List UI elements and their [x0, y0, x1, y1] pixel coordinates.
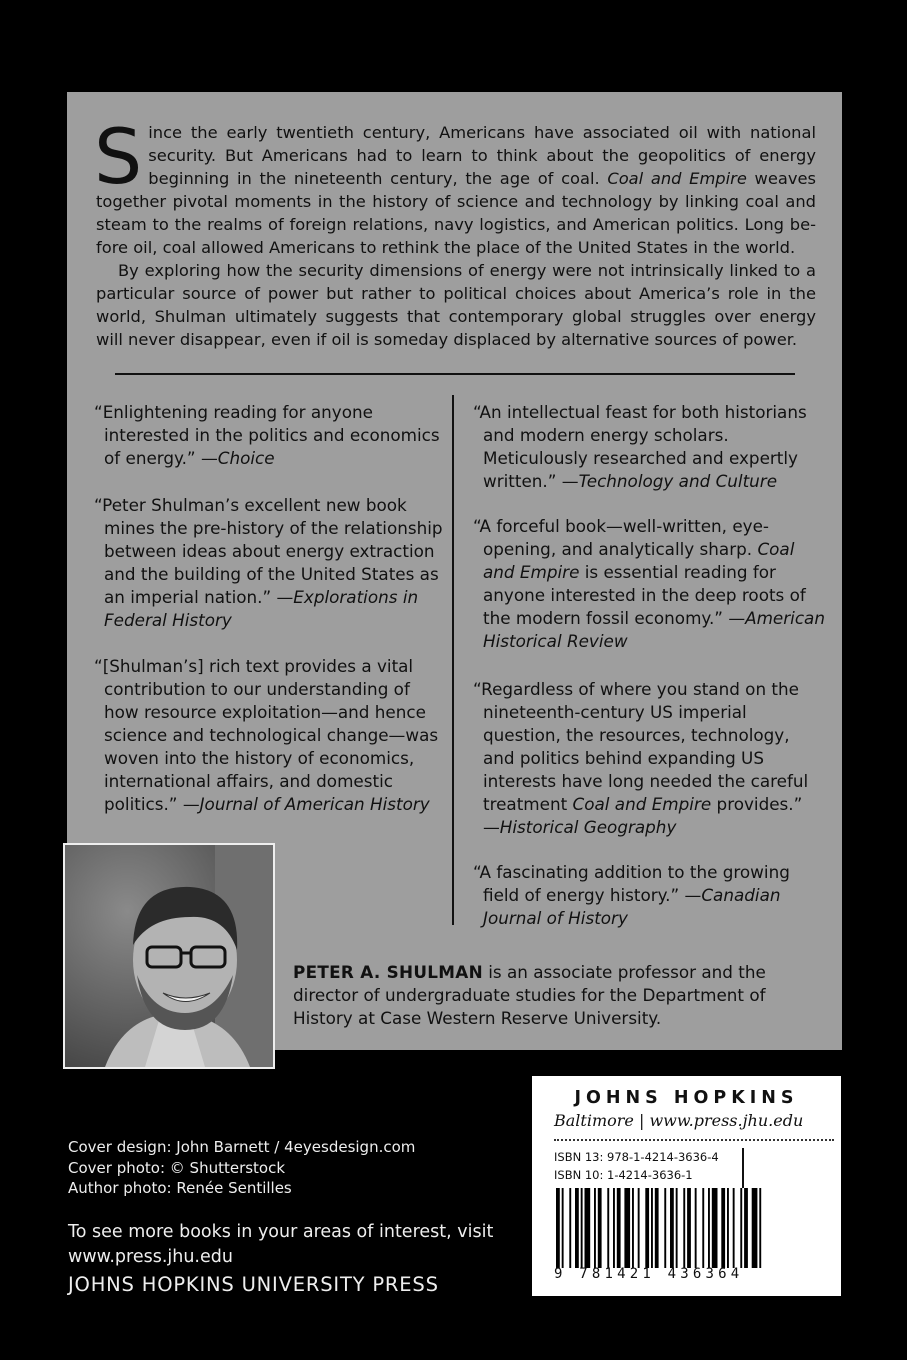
- barcode-bar: [607, 1188, 609, 1268]
- author-name: PETER A. SHULMAN: [293, 962, 483, 982]
- barcode-bar: [721, 1188, 725, 1268]
- barcode-bar: [581, 1188, 583, 1268]
- review-quote: “A forceful book—well-written, eye-opening, and analytically sharp. Coal and Empire is essential reading for anyone interested in the deep roots of the modern fossil economy.” —American Historical Review: [473, 516, 825, 651]
- barcode-bar: [594, 1188, 596, 1268]
- barcode-bar: [708, 1188, 710, 1268]
- barcode-bar: [556, 1188, 560, 1268]
- barcode-bar: [727, 1188, 729, 1268]
- barcode-bar: [712, 1188, 718, 1268]
- book-description: [94, 112, 816, 351]
- description-text: weaves together pivotal moments in the history of science and technology by linking coal and steam to the realms of foreign relations, navy logistics, and American politics. Long before oil, coal allowed Americans to rethink the place of the United States in the world.: [96, 169, 816, 257]
- review-quote: “[Shulman’s] rich text provides a vital contribution to our understanding of how resource exploitation—and hence science and technological change—was woven into the history of economics, international affairs, and domestic politics.” —Journal of American History: [94, 656, 439, 814]
- barcode-bar: [651, 1188, 653, 1268]
- imprint-name: JOHNS HOPKINS: [574, 1088, 799, 1108]
- column-divider: [452, 395, 454, 925]
- cover-design-credit: Cover design: John Barnett / 4eyesdesign.com: [68, 1138, 416, 1156]
- barcode-bar: [759, 1188, 761, 1268]
- imprint-box: [532, 1076, 841, 1296]
- review-source: Technology and Culture: [578, 471, 778, 491]
- review-source: Canadian Journal of History: [483, 885, 781, 928]
- more-books-text: To see more books in your areas of interest, visit: [68, 1222, 494, 1242]
- barcode-bar: [740, 1188, 742, 1268]
- isbn-13: ISBN 13: 978-1-4214-3636-4: [554, 1150, 719, 1164]
- review-source: Explorations in Federal History: [104, 587, 419, 630]
- cover-photo-credit: Cover photo: © Shutterstock: [68, 1158, 286, 1177]
- book-title: Coal and Empire: [607, 169, 747, 188]
- review-quote: “Regardless of where you stand on the nineteenth-century US imperial question, the resources, technology, and politics behind expanding US interests have long needed the careful treatment Coal and Empire provides.” —Historical Geography: [473, 679, 809, 837]
- dotted-divider: [554, 1139, 834, 1141]
- publisher-name: JOHNS HOPKINS UNIVERSITY PRESS: [68, 1273, 439, 1296]
- barcode-bar: [632, 1188, 634, 1268]
- barcode-bar: [585, 1188, 591, 1268]
- drop-cap: S: [94, 112, 143, 201]
- author-photo: [63, 843, 275, 1069]
- more-books: [68, 1220, 493, 1270]
- barcode-bar: [624, 1188, 630, 1268]
- barcode-bar: [752, 1188, 758, 1268]
- barcode-bar: [744, 1188, 748, 1268]
- barcode-bar: [702, 1188, 704, 1268]
- review-quote: “A fascinating addition to the growing field of energy history.” —Canadian Journal of History: [473, 862, 790, 928]
- review-quote: “Enlightening reading for anyone interested in the politics and economics of energy.” —Choice: [94, 402, 440, 468]
- barcode-bar: [676, 1188, 678, 1268]
- description-paragraph-2: By exploring how the security dimensions of energy were not intrinsically linked to a particular source of power but rather to political choices about America’s role in the world, Shulman ultimately suggests that contemporary global struggles over energy will never disappear, even if oil is someday displaced by alternative sources of power.: [96, 261, 816, 349]
- barcode-bar: [598, 1188, 602, 1268]
- barcode-bar: [695, 1188, 697, 1268]
- barcode-bar: [683, 1188, 685, 1268]
- barcode-bar: [687, 1188, 691, 1268]
- author-photo-credit: Author photo: Renée Sentilles: [68, 1179, 292, 1197]
- description-text: ince the early twentieth century, Americans have associated oil with national security. But Americans had to learn to think about the geopolitics of energy beginning in the nineteenth century, the age of coal.: [148, 123, 816, 188]
- review-quote: “An intellectual feast for both historians and modern energy scholars. Meticulously researched and expertly written.” —Technology and Culture: [473, 402, 807, 491]
- barcode-digits: 9 781421 436364: [554, 1266, 744, 1282]
- review-source: Journal of American History: [199, 794, 430, 814]
- barcode-bar: [613, 1188, 615, 1268]
- barcode-bar: [664, 1188, 666, 1268]
- isbn-10: ISBN 10: 1-4214-3636-1: [554, 1168, 693, 1182]
- isbn-divider: [742, 1148, 744, 1188]
- review-source: Historical Geography: [499, 817, 677, 837]
- barcode-bar: [645, 1188, 649, 1268]
- credits: [68, 1137, 415, 1199]
- barcode-bar: [562, 1188, 564, 1268]
- barcode-bar: [575, 1188, 579, 1268]
- barcode-bar: [733, 1188, 735, 1268]
- barcode-bar: [638, 1188, 640, 1268]
- imprint-location: Baltimore | www.press.jhu.edu: [554, 1111, 804, 1130]
- review-source: American Historical Review: [483, 608, 825, 651]
- barcode-bar: [617, 1188, 621, 1268]
- barcode-bar: [569, 1188, 571, 1268]
- review-source: Choice: [217, 448, 275, 468]
- barcode-bar: [670, 1188, 674, 1268]
- barcode-bar: [655, 1188, 659, 1268]
- horizontal-divider: [115, 373, 795, 375]
- barcode: [556, 1188, 818, 1268]
- author-bio: PETER A. SHULMAN is an associate professor and the director of undergraduate studies for the Department of History at Case Western Reserve University.: [293, 962, 766, 1028]
- press-url: www.press.jhu.edu: [68, 1247, 233, 1267]
- review-quote: “Peter Shulman’s excellent new book mines the pre-history of the relationship between ideas about energy extraction and the building of the United States as an imperial nation.” —Explorations in Federal History: [94, 495, 443, 630]
